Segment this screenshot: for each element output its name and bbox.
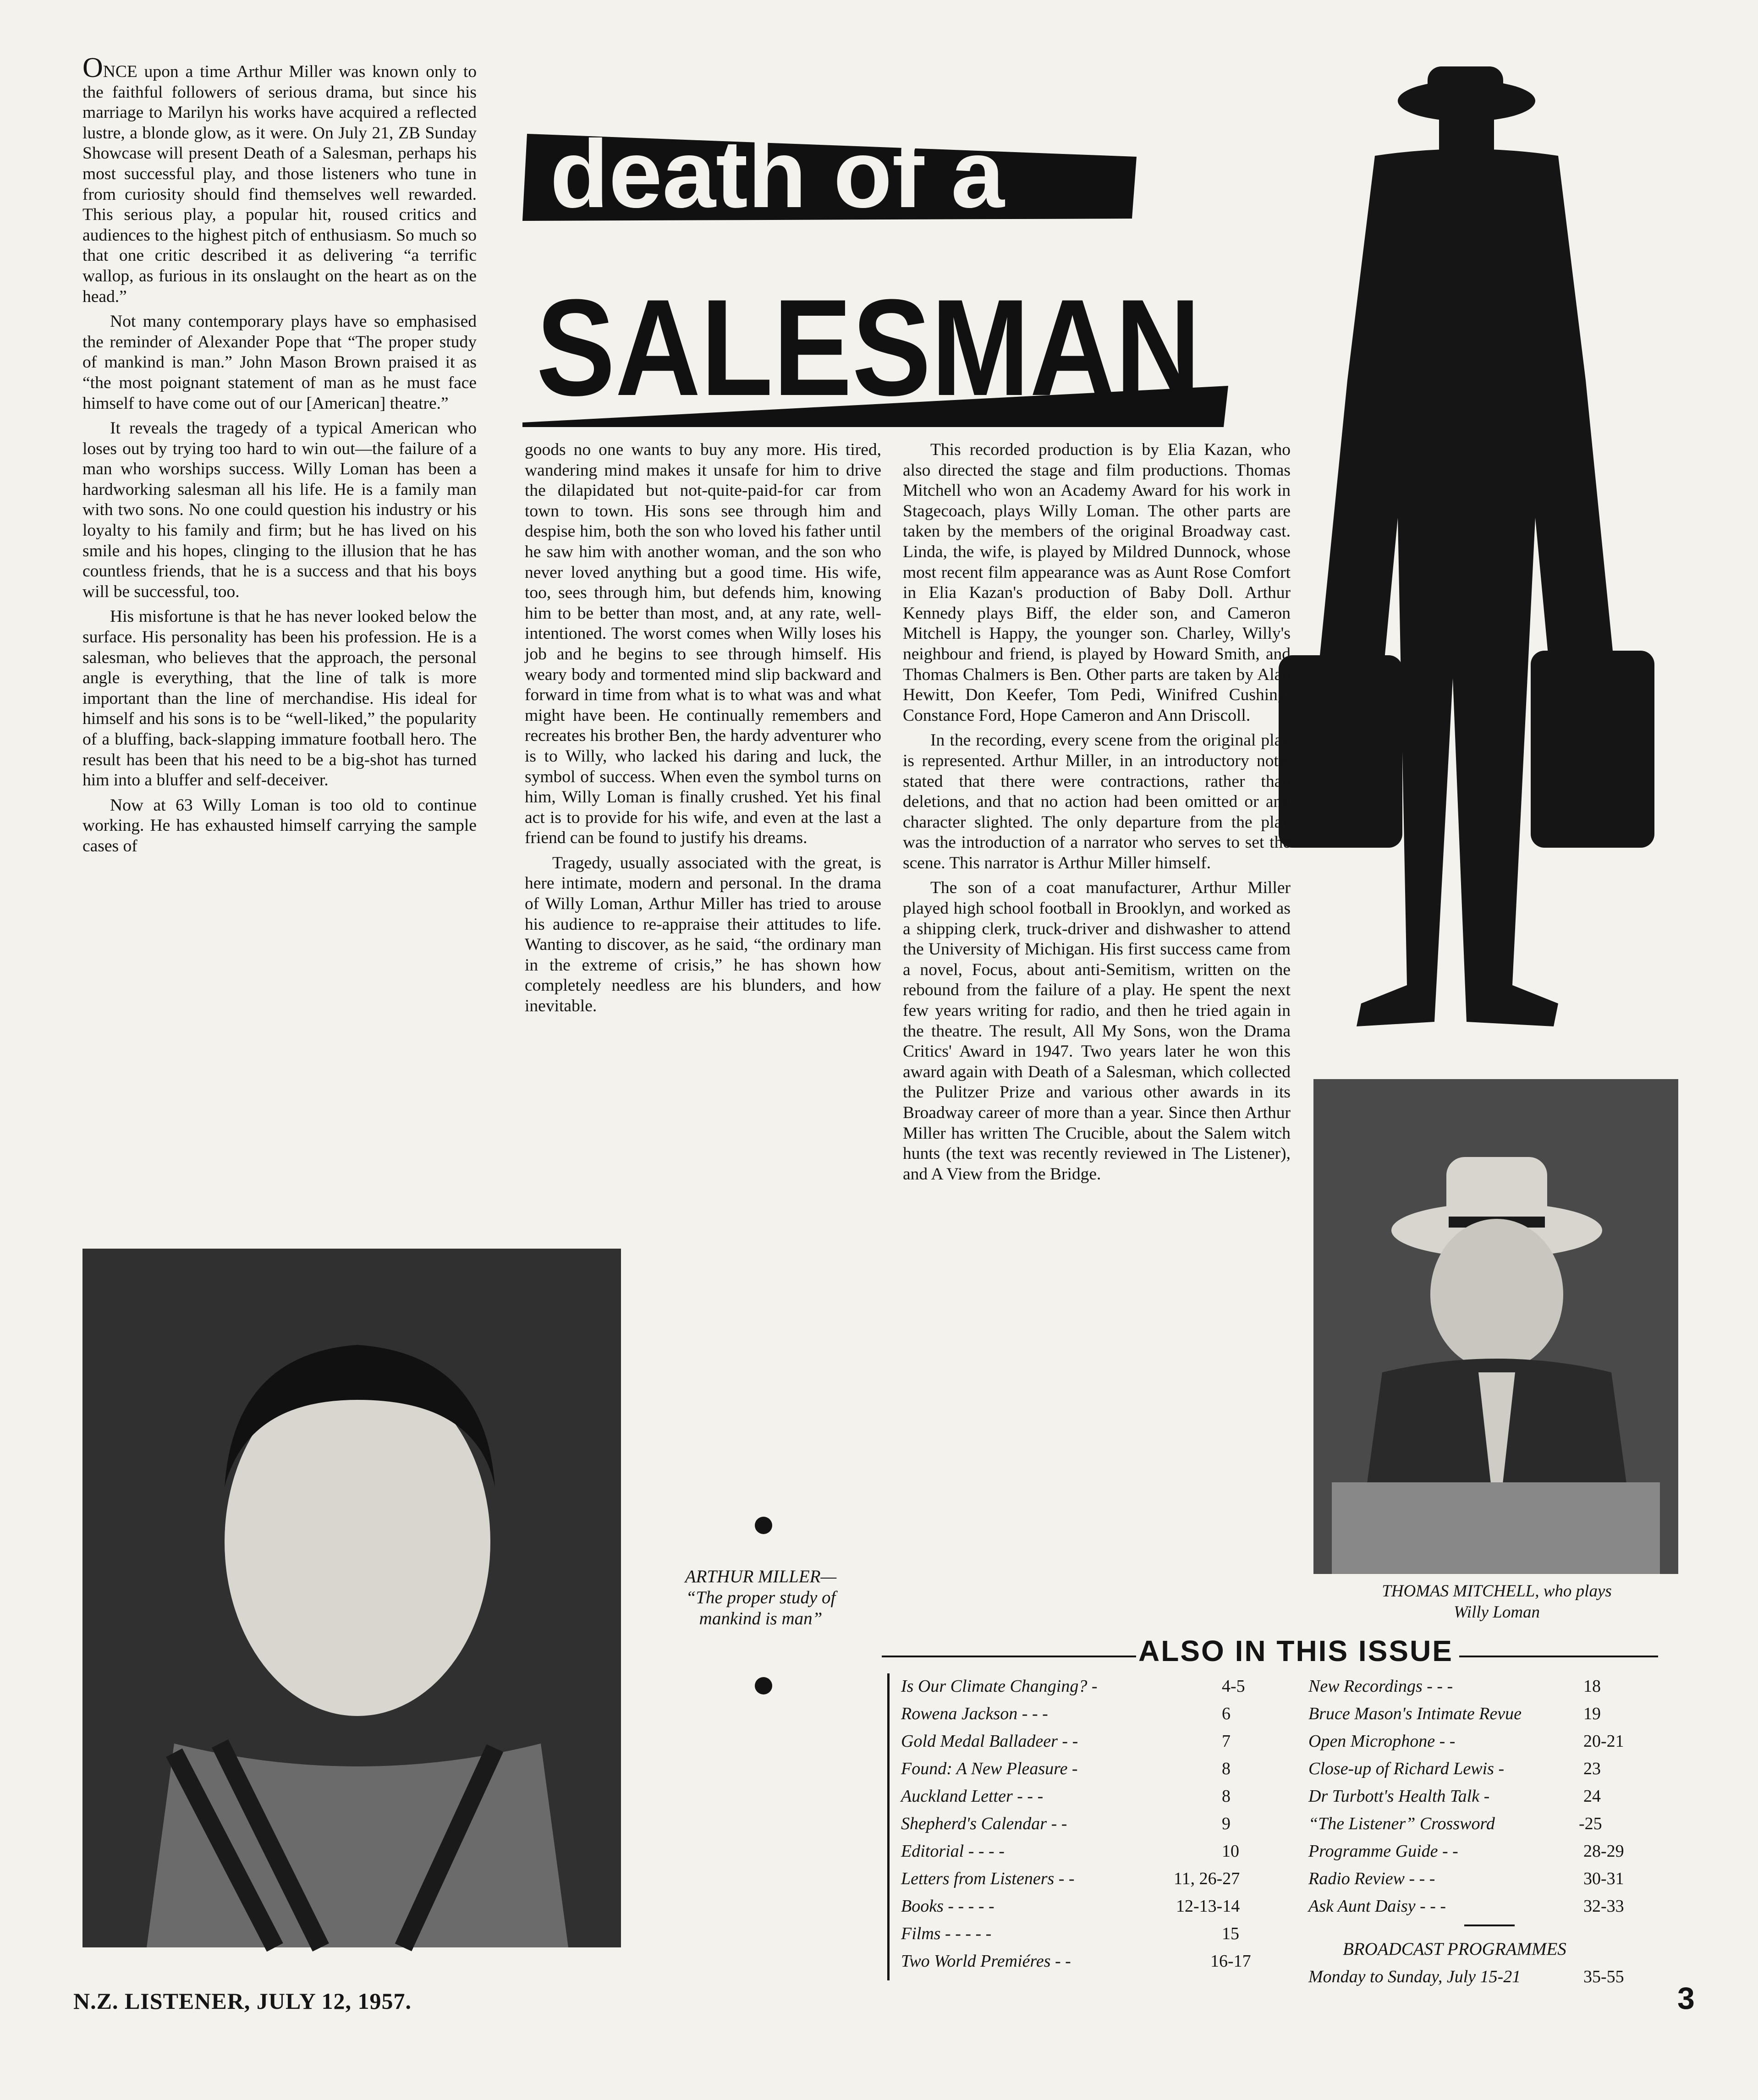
contents-item[interactable]: Films - - - - - 15 xyxy=(901,1924,1239,1943)
miller-caption: ARTHUR MILLER— “The proper study of mankind is man” xyxy=(685,1567,837,1628)
arthur-miller-photo xyxy=(82,1249,621,1947)
contents-item[interactable]: “The Listener” Crossword -25 xyxy=(1308,1814,1602,1833)
bullet-dot xyxy=(755,1517,772,1534)
article-paragraph: This recorded production is by Elia Kazan, who also directed the stage and film productions. Thomas Mitchell who won an Academy Award for his work in Stagecoach, plays Willy Loman. The other parts are taken by the members of the original Broadway cast. Linda, the wife, is played by Mildred Dunnock, whose most recent film appearance was as Aunt Rose Comfort in Elia Kazan's production of Baby Doll. Arthur Kennedy plays Biff, the elder son, and Cameron Mitchell is Happy, the younger son. Charley, Willy's neighbour and friend, is played by Howard Smith, and Thomas Chalmers is Ben. Other parts are taken by Alan Hewitt, Don Keefer, Tom Pedi, Winifred Cushing, Constance Ford, Hope Cameron and Ann Driscoll. xyxy=(903,440,1291,725)
article-paragraph: goods no one wants to buy any more. His tired, wandering mind makes it unsafe for him to drive the dilapidated but not-quite-paid-for car from town to town. His sons see through him and despise him, both the son who loved his father until he saw him with another woman, and the son who never loved anything but a good time. His wife, too, sees through him, but defends him, knowing him to be better than most, and, at any rate, well-intentioned. The worst comes when Willy loses his job and he begins to see through himself. His weary body and tormented mind slip backward and forward in time from what is to what was and what might have been. He continually remembers and recreates his brother Ben, the hardy adventurer who is to Willy, who lacked his daring and luck, the symbol of success. When even the symbol turns on him, Willy Loman is finally crushed. Yet his final act is to provide for his wife, and even at the last a friend can be found to justify his dreams. xyxy=(525,440,881,848)
contents-item[interactable]: Rowena Jackson - - - 6 xyxy=(901,1704,1231,1723)
article-paragraph: Tragedy, usually associated with the great, is here intimate, modern and personal. In the drama of Willy Loman, Arthur Miller has tried to arouse his audience to re-appraise their attitudes to life. Wanting to discover, as he said, “the ordinary man in the extreme of crisis,” he has shown how completely needless are his blunders, and how inevitable. xyxy=(525,853,881,1016)
contents-item[interactable]: Radio Review - - - 30-31 xyxy=(1308,1869,1624,1888)
title-line-1: death of a xyxy=(550,120,1005,228)
broadcast-item[interactable]: Monday to Sunday, July 15-21 35-55 xyxy=(1308,1967,1624,1986)
issue-footer: N.Z. LISTENER, JULY 12, 1957. xyxy=(73,1988,412,2014)
bullet-dot xyxy=(755,1677,772,1694)
article-paragraph: Now at 63 Willy Loman is too old to continue working. He has exhausted himself carrying the sample cases of xyxy=(82,795,477,855)
article-column-3 xyxy=(903,440,1291,1189)
article-column-2 xyxy=(525,440,881,1021)
mitchell-caption: THOMAS MITCHELL, who plays Willy Loman xyxy=(1382,1582,1612,1622)
broadcast-heading: BROADCAST PROGRAMMES xyxy=(1343,1939,1566,1959)
contents-item[interactable]: Found: A New Pleasure - 8 xyxy=(901,1759,1231,1778)
contents-list-left xyxy=(901,1672,1295,1975)
title-graphic xyxy=(522,106,1228,427)
contents-item[interactable]: Dr Turbott's Health Talk - 24 xyxy=(1308,1787,1601,1806)
section-title: ALSO IN THIS ISSUE xyxy=(1138,1634,1453,1667)
contents-item[interactable]: Close-up of Richard Lewis - 23 xyxy=(1308,1759,1601,1778)
contents-item[interactable]: Is Our Climate Changing? - 4-5 xyxy=(901,1677,1245,1696)
contents-item[interactable]: New Recordings - - - 18 xyxy=(1308,1677,1601,1696)
contents-list-right xyxy=(1308,1672,1684,1990)
article-paragraph: The son of a coat manufacturer, Arthur Miller played high school football in Brooklyn, and worked as a shipping clerk, truck-driver and dishwasher to attend the University of Michigan. His first success came from a novel, Focus, about anti-Semitism, written on the rebound from the failure of a play. He spent the next few years writing for radio, and then he tried again in the theatre. The result, All My Sons, won the Drama Critics' Award in 1947. Two years later he won this award again with Death of a Salesman, which collected the Pulitzer Prize and various other awards in its Broadway career of more than a year. Since then Arthur Miller has written The Crucible, about the Salem witch hunts (the text was recently reviewed in The Listener), and A View from the Bridge. xyxy=(903,878,1291,1184)
divider xyxy=(1464,1925,1515,1926)
article-paragraph: His misfortune is that he has never looked below the surface. His personality has been his profession. He is a salesman, who believes that the approach, the personal angle is everything, that the line of talk is more important than the line of merchandise. His ideal for himself and his sons is to be “well-liked,” the popularity of a bluffing, back-slapping immature football hero. The result has been that his need to be a big-shot has turned him into a bluffer and self-deceiver. xyxy=(82,607,477,790)
page-number: 3 xyxy=(1677,1981,1695,2016)
contents-item[interactable]: Auckland Letter - - - 8 xyxy=(901,1787,1231,1806)
contents-item[interactable]: Open Microphone - - 20-21 xyxy=(1308,1732,1624,1751)
column-rule xyxy=(887,1673,890,1980)
article-paragraph: It reveals the tragedy of a typical American who loses out by trying too hard to win out—the failure of a man who worships success. Willy Loman has been a hardworking salesman all his life. He is a family man with two sons. No one could question his industry or his loyalty to his family and firm; but he has lived on his smile and his hopes, clinging to the illusion that he has countless friends, that he is a success and that his boys will be successful, too. xyxy=(82,419,477,601)
contents-item[interactable]: Books - - - - - 12-13-14 xyxy=(901,1897,1240,1916)
contents-item[interactable]: Two World Premiéres - - 16-17 xyxy=(901,1952,1251,1971)
drop-cap: O xyxy=(82,52,103,83)
contents-item[interactable]: Editorial - - - - 10 xyxy=(901,1842,1239,1861)
contents-item[interactable]: Bruce Mason's Intimate Revue 19 xyxy=(1308,1704,1601,1723)
also-in-this-issue-header xyxy=(882,1630,1658,1672)
thomas-mitchell-photo xyxy=(1313,1079,1678,1574)
contents-item[interactable]: Shepherd's Calendar - - 9 xyxy=(901,1814,1231,1833)
salesman-silhouette-image xyxy=(1237,60,1696,1054)
article-paragraph: Not many contemporary plays have so emphasised the reminder of Alexander Pope that “The proper study of mankind is man.” John Mason Brown praised it as “the most poignant statement of man as he must face himself to have come out of our [American] theatre.” xyxy=(82,312,477,413)
contents-item[interactable]: Programme Guide - - 28-29 xyxy=(1308,1842,1624,1861)
article-paragraph: In the recording, every scene from the original play is represented. Arthur Miller, in an introductory note, stated that there were contractions, rather than deletions, and that no action had been omitted or any character slighted. The only departure from the play was the introduction of a narrator who serves to set the scene. This narrator is Arthur Miller himself. xyxy=(903,731,1291,872)
article-paragraph: ONCE upon a time Arthur Miller was known only to the faithful followers of serious drama, but since his marriage to Marilyn his works have acquired a reflected lustre, a blonde glow, as it were. On July 21, ZB Sunday Showcase will present Death of a Salesman, perhaps his most successful play, and those listeners who tune in from curiosity should find themselves well rewarded. This serious play, a popular hit, roused critics and audiences to the highest pitch of enthusiasm. So much so that one critic described it as delivering “a terrific wallop, as furious in its onslaught on the heart as on the head.” xyxy=(82,52,477,306)
title-block xyxy=(522,106,1228,427)
contents-item[interactable]: Gold Medal Balladeer - - 7 xyxy=(901,1732,1231,1751)
title-line-2: SALESMAN xyxy=(536,270,1201,424)
article-column-1 xyxy=(82,52,477,861)
contents-item[interactable]: Ask Aunt Daisy - - - 32-33 xyxy=(1308,1897,1624,1916)
contents-item[interactable]: Letters from Listeners - - 11, 26-27 xyxy=(901,1869,1240,1888)
